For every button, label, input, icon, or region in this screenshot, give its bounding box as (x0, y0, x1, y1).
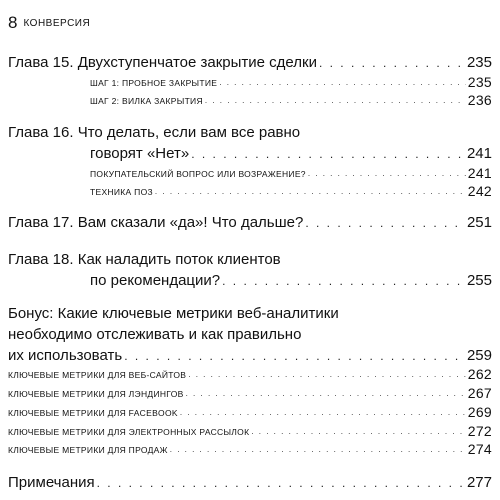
dot-leader (155, 186, 466, 198)
toc-subentry-page: 235 (467, 74, 492, 90)
toc-subentry-ch15-step1[interactable] (8, 75, 492, 89)
dot-leader (124, 347, 465, 365)
toc-subentry-page: 272 (467, 423, 492, 439)
dot-leader (97, 474, 465, 492)
toc-subentry-bonus-websites[interactable] (8, 367, 492, 381)
section-title: КОНВЕРСИЯ (23, 18, 91, 29)
toc-page (8, 0, 492, 500)
dot-leader (191, 145, 465, 163)
toc-entry-page: 255 (466, 272, 492, 289)
dot-leader (251, 426, 465, 438)
toc-entry-page: 277 (466, 474, 492, 491)
toc-subentry-ch16-question[interactable] (8, 166, 492, 180)
running-head (8, 14, 90, 33)
toc-subentry-page: 262 (467, 366, 492, 382)
toc-subentry-page: 274 (467, 441, 492, 457)
toc-subentry-page: 267 (467, 385, 492, 401)
toc-subentry-bonus-facebook[interactable] (8, 405, 492, 419)
toc-entry-title: Глава 16. Что делать, если вам все равно (8, 124, 301, 141)
toc-subentry-bonus-email[interactable] (8, 424, 492, 438)
toc-entry-title: Бонус: Какие ключевые метрики веб-аналитики (8, 305, 339, 322)
toc-subentry-page: 241 (467, 165, 492, 181)
toc-subentry-title: КЛЮЧЕВЫЕ МЕТРИКИ ДЛЯ FACEBOOK (8, 408, 178, 418)
toc-subentry-title: ПОКУПАТЕЛЬСКИЙ ВОПРОС ИЛИ ВОЗРАЖЕНИЕ? (90, 169, 306, 179)
toc-subentry-ch15-step2[interactable] (8, 93, 492, 107)
toc-entry-page: 251 (466, 214, 492, 231)
dot-leader (205, 95, 466, 107)
toc-entry-title: Примечания (8, 474, 95, 491)
dot-leader (319, 54, 465, 72)
toc-entry-ch16[interactable] (8, 145, 492, 163)
dot-leader (308, 168, 466, 180)
toc-entry-bonus-line1[interactable] (8, 305, 492, 323)
toc-entry-title: Глава 17. Вам сказали «да»! Что дальше? (8, 214, 304, 231)
toc-entry-bonus[interactable] (8, 347, 492, 365)
toc-entry-ch18-line1[interactable] (8, 251, 492, 269)
toc-entry-page: 259 (466, 347, 492, 364)
dot-leader (188, 369, 465, 381)
toc-entry-title: их использовать (8, 347, 123, 364)
toc-subentry-page: 269 (467, 404, 492, 420)
dot-leader (219, 77, 465, 89)
toc-entry-ch17[interactable] (8, 214, 492, 232)
page-number: 8 (8, 13, 18, 32)
toc-subentry-page: 236 (467, 92, 492, 108)
toc-entry-title: говорят «Нет» (90, 145, 190, 162)
toc-entry-bonus-line2[interactable] (8, 326, 492, 344)
toc-subentry-title: ШАГ 1: ПРОБНОЕ ЗАКРЫТИЕ (90, 78, 218, 88)
toc-entry-notes[interactable] (8, 474, 492, 492)
dot-leader (222, 272, 465, 290)
toc-entry-title: Глава 15. Двухступенчатое закрытие сделки (8, 54, 317, 71)
toc-entry-title: Глава 18. Как наладить поток клиентов (8, 251, 281, 268)
dot-leader (305, 214, 465, 232)
toc-entry-ch18[interactable] (8, 272, 492, 290)
toc-subentry-title: ТЕХНИКА ПОЗ (90, 187, 153, 197)
toc-subentry-page: 242 (467, 183, 492, 199)
toc-subentry-bonus-sales[interactable] (8, 442, 492, 456)
toc-entry-title: по рекомендации? (90, 272, 221, 289)
toc-entry-ch16-line1[interactable] (8, 124, 492, 142)
toc-subentry-bonus-landings[interactable] (8, 386, 492, 400)
toc-entry-page: 241 (466, 145, 492, 162)
toc-subentry-title: КЛЮЧЕВЫЕ МЕТРИКИ ДЛЯ ПРОДАЖ (8, 445, 168, 455)
toc-subentry-title: ШАГ 2: ВИЛКА ЗАКРЫТИЯ (90, 96, 203, 106)
dot-leader (180, 407, 466, 419)
toc-subentry-title: КЛЮЧЕВЫЕ МЕТРИКИ ДЛЯ ЭЛЕКТРОННЫХ РАССЫЛОК (8, 427, 250, 437)
toc-entry-title: необходимо отслеживать и как правильно (8, 326, 302, 343)
toc-subentry-title: КЛЮЧЕВЫЕ МЕТРИКИ ДЛЯ ЛЭНДИНГОВ (8, 389, 184, 399)
toc-subentry-title: КЛЮЧЕВЫЕ МЕТРИКИ ДЛЯ ВЕБ-САЙТОВ (8, 370, 187, 380)
toc-subentry-ch16-poses[interactable] (8, 184, 492, 198)
toc-entry-ch15[interactable] (8, 54, 492, 72)
dot-leader (170, 444, 466, 456)
toc-entry-page: 235 (466, 54, 492, 71)
dot-leader (186, 388, 466, 400)
